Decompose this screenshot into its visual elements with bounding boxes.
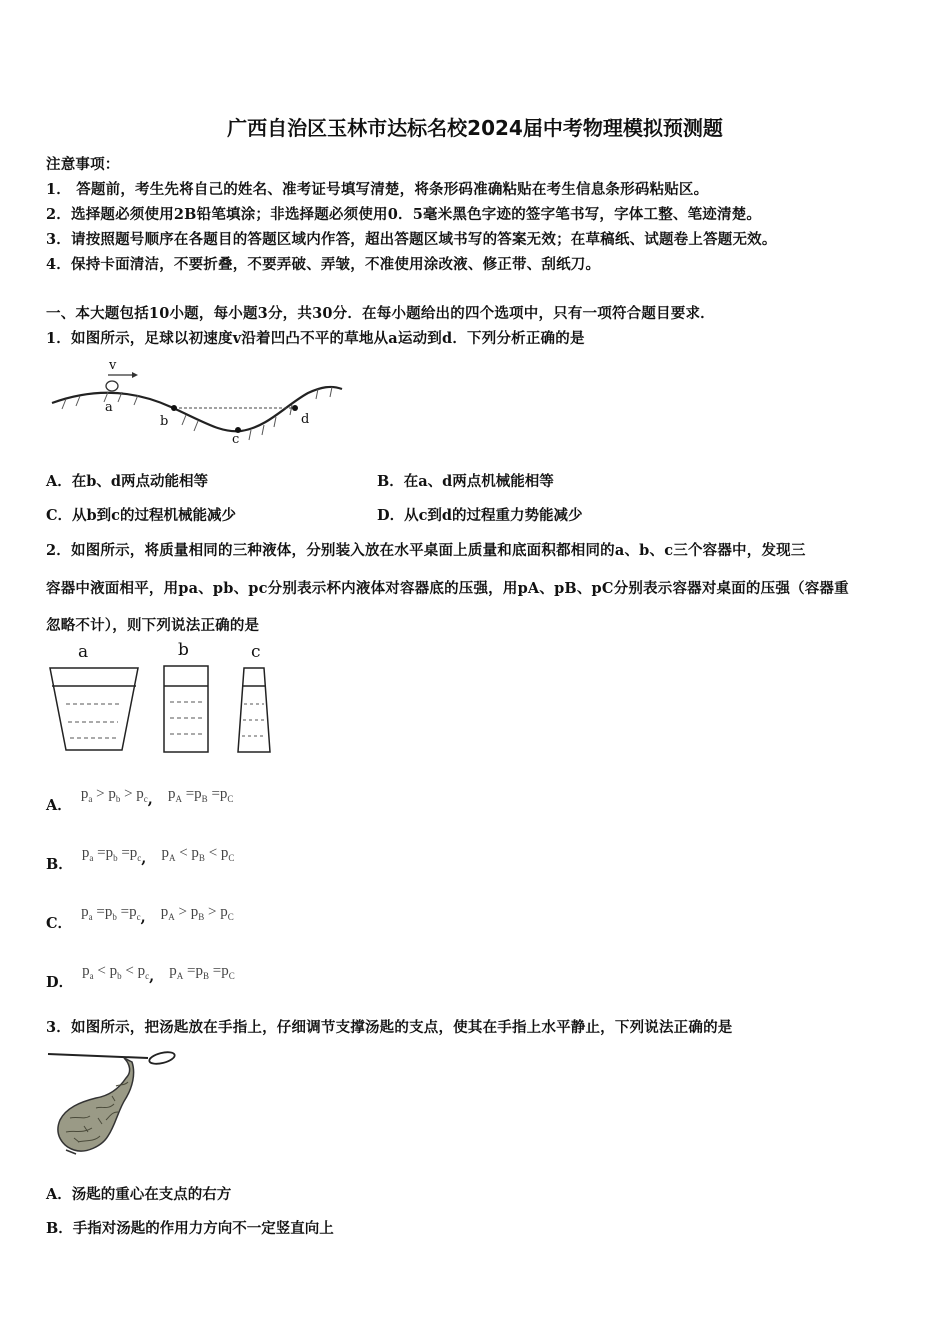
q1-label-a: a xyxy=(105,400,113,415)
q1-option-d: D．从c到d的过程重力势能减少 xyxy=(377,507,583,524)
q2-option-b: B． $p_a =p_b =p_c$, $p_A < p_B < p_C$ xyxy=(46,845,235,873)
q2-option-d: D． $p_a < p_b < p_c$, $p_A =p_B =p_C$ xyxy=(46,963,235,991)
q1-terrain-figure xyxy=(46,355,346,450)
q2-stem-line-2: 容器中液面相平，用pa、pb、pc分别表示杯内液体对容器底的压强，用pA、pB、pC分别表示容器对桌面的压强（容器重 xyxy=(46,580,849,597)
container-c xyxy=(238,668,270,752)
q1-label-b: b xyxy=(160,414,169,429)
q1-option-a: A．在b、d两点动能相等 xyxy=(46,473,209,490)
q3-option-b: B．手指对汤匙的作用力方向不一定竖直向上 xyxy=(46,1220,334,1237)
q2-stem-line-1: 2．如图所示，将质量相同的三种液体，分别装入放在水平桌面上质量和底面积都相同的a、b、c三个容器中，发现三 xyxy=(46,542,806,559)
q1-label-v: v xyxy=(109,358,117,373)
q2-stem-line-3: 忽略不计），则下列说法正确的是 xyxy=(46,617,260,634)
q2-container-label-a: a xyxy=(78,642,89,662)
q3-stem: 3．如图所示，把汤匙放在手指上，仔细调节支撑汤匙的支点，使其在手指上水平静止，下列说法正确的是 xyxy=(46,1019,733,1036)
notice-item-2: 2．选择题必须使用2B铅笔填涂；非选择题必须使用0．5毫米黑色字迹的签字笔书写，字体工整、笔迹清楚。 xyxy=(46,206,762,223)
page-title: 广西自治区玉林市达标名校2024届中考物理模拟预测题 xyxy=(227,116,723,140)
q1-label-c: c xyxy=(232,432,240,447)
q2-container-label-c: c xyxy=(251,642,261,662)
q2-option-a: A． $p_a > p_b > p_c$, $p_A =p_B =p_C$ xyxy=(46,786,234,814)
notice-item-3: 3．请按照题号顺序在各题目的答题区域内作答，超出答题区域书写的答案无效；在草稿纸、试题卷上答题无效。 xyxy=(46,231,777,248)
q3-hand-spoon-figure xyxy=(46,1046,181,1156)
q1-stem: 1．如图所示，足球以初速度v沿着凹凸不平的草地从a运动到d．下列分析正确的是 xyxy=(46,330,585,347)
q1-option-b: B．在a、d两点机械能相等 xyxy=(377,473,554,490)
notice-item-1: 1． 答题前，考生先将自己的姓名、准考证号填写清楚，将条形码准确粘贴在考生信息条形码粘贴区。 xyxy=(46,181,709,198)
notice-item-4: 4．保持卡面清洁，不要折叠，不要弄破、弄皱，不准使用涂改液、修正带、刮纸刀。 xyxy=(46,256,601,273)
notice-heading: 注意事项： xyxy=(46,156,120,173)
q2-containers-figure xyxy=(46,662,286,754)
q1-label-d: d xyxy=(301,412,310,427)
q1-option-c: C．从b到c的过程机械能减少 xyxy=(46,507,237,524)
container-b xyxy=(164,666,208,752)
section-heading: 一、本大题包括10小题，每小题3分，共30分．在每小题给出的四个选项中，只有一项符合题目要求． xyxy=(46,305,715,322)
q3-option-a: A．汤匙的重心在支点的右方 xyxy=(46,1186,232,1203)
q2-container-label-b: b xyxy=(178,640,189,660)
q2-option-c: C． $p_a =p_b =p_c$, $p_A > p_B > p_C$ xyxy=(46,904,234,932)
